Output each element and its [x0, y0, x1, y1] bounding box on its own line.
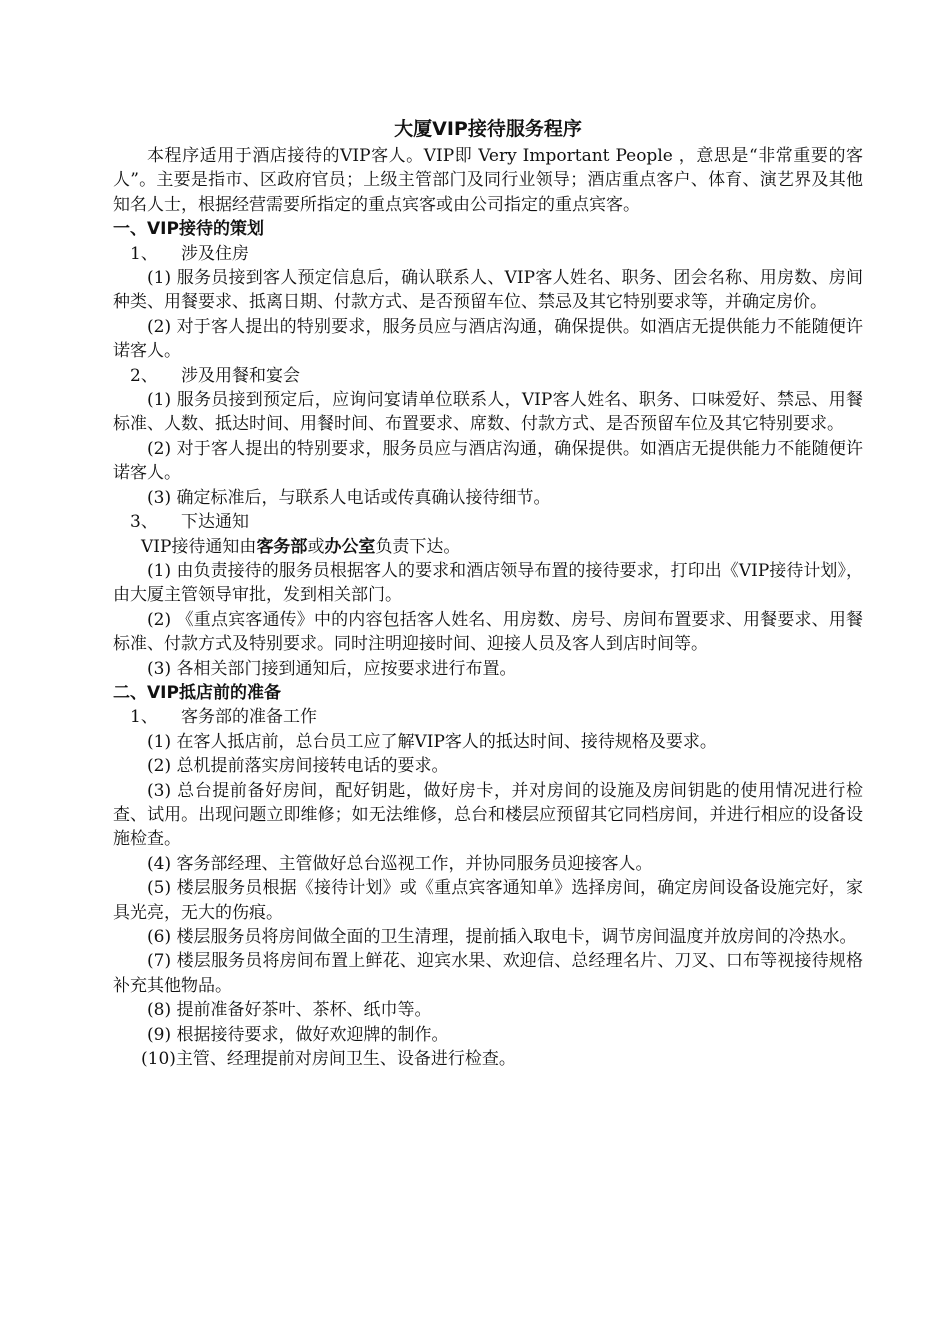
subsection-title: 涉及用餐和宴会 [181, 365, 300, 386]
list-item: (3) 确定标准后，与联系人电话或传真确认接待细节。 [147, 487, 551, 508]
section-1-heading: 一、VIP接待的策划 [113, 219, 264, 240]
subsection-title: 涉及住房 [181, 243, 249, 264]
document-page [113, 116, 863, 1071]
document-title: 大厦VIP接待服务程序 [394, 118, 582, 140]
subsection-title: 下达通知 [181, 512, 249, 533]
list-item: (2) 《重点宾客通传》中的内容包括客人姓名、用房数、房号、房间布置要求、用餐要求、用餐标准、付款方式及特别要求。同时注明迎接时间、迎接人员及客人到店时间等。 [113, 609, 863, 655]
notice-dept-1: 客务部 [256, 536, 308, 557]
list-item: (1) 在客人抵店前，总台员工应了解VIP客人的抵达时间、接待规格及要求。 [147, 731, 717, 752]
list-item: (1) 服务员接到客人预定信息后，确认联系人、VIP客人姓名、职务、团会名称、用房数、房间种类、用餐要求、抵离日期、付款方式、是否预留车位、禁忌及其它特别要求等，并确定房价。 [113, 268, 863, 313]
list-item: (2) 总机提前落实房间接转电话的要求。 [147, 756, 449, 777]
section-2-heading: 二、VIP抵店前的准备 [113, 682, 281, 703]
notice-suffix: 负责下达。 [375, 536, 461, 557]
subsection-number: 1、 [130, 707, 158, 728]
list-item: (5) 楼层服务员根据《接待计划》或《重点宾客通知单》选择房间，确定房间设备设施完好，家具光亮，无大的伤痕。 [113, 878, 863, 923]
intro-paragraph: 本程序适用于酒店接待的VIP客人。VIP即 Very Important People ，意思是“非常重要的客人”。主要是指市、区政府官员；上级主管部门及同行业领导；酒店重点客户、体育、演艺界及其他知名人士，根据经营需要所指定的重点宾客或由公司指定的重点宾客。 [113, 146, 863, 215]
list-item: (4) 客务部经理、主管做好总台巡视工作，并协同服务员迎接客人。 [147, 853, 653, 874]
notice-or: 或 [307, 536, 325, 557]
list-item: (3) 总台提前备好房间，配好钥匙，做好房卡，并对房间的设施及房间钥匙的使用情况进行检查、试用。出现问题立即维修；如无法维修，总台和楼层应预留其它同档房间，并进行相应的设备设施检查。 [113, 780, 863, 850]
subsection-title: 客务部的准备工作 [181, 707, 317, 728]
list-item: (6) 楼层服务员将房间做全面的卫生清理，提前插入取电卡，调节房间温度并放房间的冷热水。 [147, 927, 857, 947]
list-item: (2) 对于客人提出的特别要求，服务员应与酒店沟通，确保提供。如酒店无提供能力不能随便许诺客人。 [113, 316, 863, 362]
list-item: (9) 根据接待要求，做好欢迎牌的制作。 [147, 1024, 449, 1045]
subsection-number: 1、 [130, 243, 158, 264]
list-item: (3) 各相关部门接到通知后，应按要求进行布置。 [147, 658, 517, 679]
subsection-number: 2、 [130, 365, 158, 386]
list-item: (1) 由负责接待的服务员根据客人的要求和酒店领导布置的接待要求，打印出《VIP接待计划》，由大厦主管领导审批，发到相关部门。 [113, 560, 863, 606]
subsection-1-3-heading [113, 510, 863, 534]
list-item: (10)主管、经理提前对房间卫生、设备进行检查。 [141, 1049, 516, 1070]
list-item: (8) 提前准备好茶叶、茶杯、纸巾等。 [147, 1000, 432, 1021]
list-item: (1) 服务员接到预定后，应询问宴请单位联系人，VIP客人姓名、职务、口味爱好、禁忌、用餐标准、人数、抵达时间、用餐时间、布置要求、席数、付款方式、是否预留车位及其它特别要求。 [113, 390, 863, 435]
subsection-1-2-heading [113, 364, 863, 388]
list-item: (2) 对于客人提出的特别要求，服务员应与酒店沟通，确保提供。如酒店无提供能力不能随便许诺客人。 [113, 438, 863, 484]
subsection-2-1-heading [113, 705, 863, 729]
subsection-number: 3、 [130, 512, 158, 533]
subsection-1-1-heading [113, 242, 863, 266]
notice-dept-2: 办公室 [324, 536, 376, 557]
list-item: (7) 楼层服务员将房间布置上鲜花、迎宾水果、欢迎信、总经理名片、刀叉、口布等视接待规格补充其他物品。 [113, 951, 863, 996]
notice-paragraph [113, 535, 863, 559]
notice-prefix: VIP接待通知由 [141, 536, 257, 557]
